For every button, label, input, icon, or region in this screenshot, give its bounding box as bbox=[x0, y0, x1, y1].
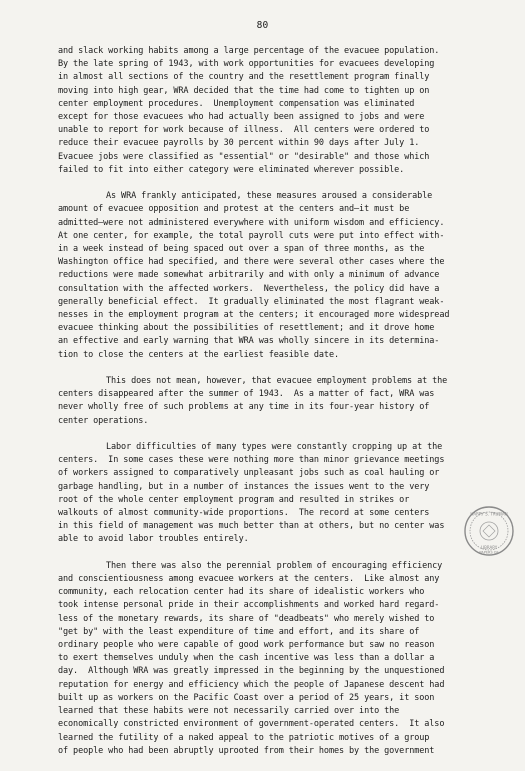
text-line: root of the whole center employment program and resulted in strikes or bbox=[58, 494, 410, 505]
text-line: in this field of management was much better than at others, but no center was bbox=[58, 521, 445, 532]
text-line: never wholly free of such problems at any time in its four-year history of bbox=[58, 402, 430, 413]
text-line: tion to close the centers at the earliest feasible date. bbox=[58, 349, 339, 360]
text-line: amount of evacuee opposition and protest at the centers and—it must be bbox=[58, 204, 410, 215]
page-number: 80 bbox=[256, 20, 269, 31]
text-line: except for those evacuees who had actually been assigned to jobs and were bbox=[58, 112, 425, 123]
text-line: generally beneficial effect. It gradually eliminated the most flagrant weak- bbox=[58, 296, 445, 307]
text-line: an effective and early warning that WRA was wholly sincere in its determina- bbox=[58, 336, 440, 347]
text-line: This does not mean, however, that evacuee employment problems at the bbox=[106, 376, 448, 387]
paragraph bbox=[58, 45, 525, 177]
text-line: Labor difficulties of many types were constantly cropping up at the bbox=[106, 442, 443, 453]
text-line: At one center, for example, the total payroll cuts were put into effect with- bbox=[58, 230, 445, 241]
text-line: centers disappeared after the summer of 1943. As a matter of fact, WRA was bbox=[58, 389, 435, 400]
text-line: in a week instead of being spaced out over a span of three months, as the bbox=[58, 244, 425, 255]
text-line: took intense personal pride in their accomplishments and worked hard regard- bbox=[58, 600, 440, 611]
text-line: unable to report for work because of illness. All centers were ordered to bbox=[58, 125, 430, 136]
text-line: able to avoid labor troubles entirely. bbox=[58, 534, 249, 545]
text-line: consultation with the affected workers. Nevertheless, the policy did have a bbox=[58, 283, 440, 294]
text-line: less of the monetary rewards, its share of "deadbeats" who merely wished to bbox=[58, 613, 435, 624]
text-line: and slack working habits among a large percentage of the evacuee population. bbox=[58, 46, 440, 56]
text-line: nesses in the employment program at the centers; it encouraged more widespread bbox=[58, 310, 450, 321]
text-line: garbage handling, but in a number of instances the issues went to the very bbox=[58, 481, 430, 492]
text-line: built up as workers on the Pacific Coast over a period of 25 years, it soon bbox=[58, 692, 435, 703]
text-line: "get by" with the least expenditure of time and effort, and its share of bbox=[58, 626, 420, 637]
text-line: walkouts of almost community-wide proportions. The record at some centers bbox=[58, 508, 430, 519]
text-line: ordinary people who were capable of good work performance but saw no reason bbox=[58, 640, 435, 651]
text-line: center employment procedures. Unemployment compensation was eliminated bbox=[58, 98, 415, 109]
text-line: Evacuee jobs were classified as "essential" or "desirable" and those which bbox=[58, 151, 430, 162]
text-line: day. Although WRA was greatly impressed in the beginning by the unquestioned bbox=[58, 666, 445, 677]
text-line: reductions were made somewhat arbitrarily and with only a minimum of advance bbox=[58, 270, 440, 281]
text-line: failed to fit into either category were eliminated wherever possible. bbox=[58, 164, 405, 175]
paragraph bbox=[58, 190, 525, 362]
text-line: learned the futility of a naked appeal to the patriotic motives of a group bbox=[58, 732, 430, 743]
text-line: community, each relocation center had its share of idealistic workers who bbox=[58, 587, 425, 598]
text-line: learned that these habits were not necessarily carried over into the bbox=[58, 706, 400, 717]
stamp-line: PAPERS OF bbox=[479, 550, 499, 555]
text-line: of workers assigned to comparatively unpleasant jobs such as coal hauling or bbox=[58, 468, 440, 479]
text-line: evacuee thinking about the possibilities of resettlement; and it drove home bbox=[58, 323, 435, 334]
text-line: to exert themselves unduly when the cash incentive was less than a dollar a bbox=[58, 653, 435, 664]
text-line: reputation for energy and efficiency which the people of Japanese descent had bbox=[58, 679, 445, 690]
stamp-line: HARRY S. TRUMAN bbox=[470, 511, 508, 517]
text-line: economically constricted environment of government-operated centers. It also bbox=[58, 719, 445, 730]
body-text bbox=[58, 45, 525, 771]
text-line: and conscientiousness among evacuee workers at the centers. Like almost any bbox=[58, 574, 440, 585]
text-line: By the late spring of 1943, with work opportunities for evacuees developing bbox=[58, 59, 435, 70]
text-line: Then there was also the perennial problem of encouraging efficiency bbox=[106, 560, 443, 571]
stamp-line: LIBRARY bbox=[480, 545, 498, 550]
text-line: of people who had been abruptly uprooted from their homes by the government bbox=[58, 745, 435, 756]
text-line: centers. In some cases these were nothing more than minor grievance meetings bbox=[58, 455, 445, 466]
text-line: Washington office had specified, and there were several other cases where the bbox=[58, 257, 445, 268]
paragraph bbox=[58, 375, 525, 428]
library-seal-icon bbox=[463, 505, 515, 557]
paragraph bbox=[58, 560, 525, 758]
text-line: in almost all sections of the country and the resettlement program finally bbox=[58, 72, 430, 83]
text-line: reduce their evacuee payrolls by 30 percent within 90 days after July 1. bbox=[58, 138, 420, 149]
paragraph bbox=[58, 441, 525, 547]
text-line: As WRA frankly anticipated, these measures aroused a considerable bbox=[106, 191, 433, 202]
text-line: center operations. bbox=[58, 415, 149, 426]
text-line: moving into high gear, WRA decided that the time had come to tighten up on bbox=[58, 85, 430, 96]
text-line: admitted—were not administered everywhere with uniform wisdom and efficiency. bbox=[58, 217, 445, 228]
